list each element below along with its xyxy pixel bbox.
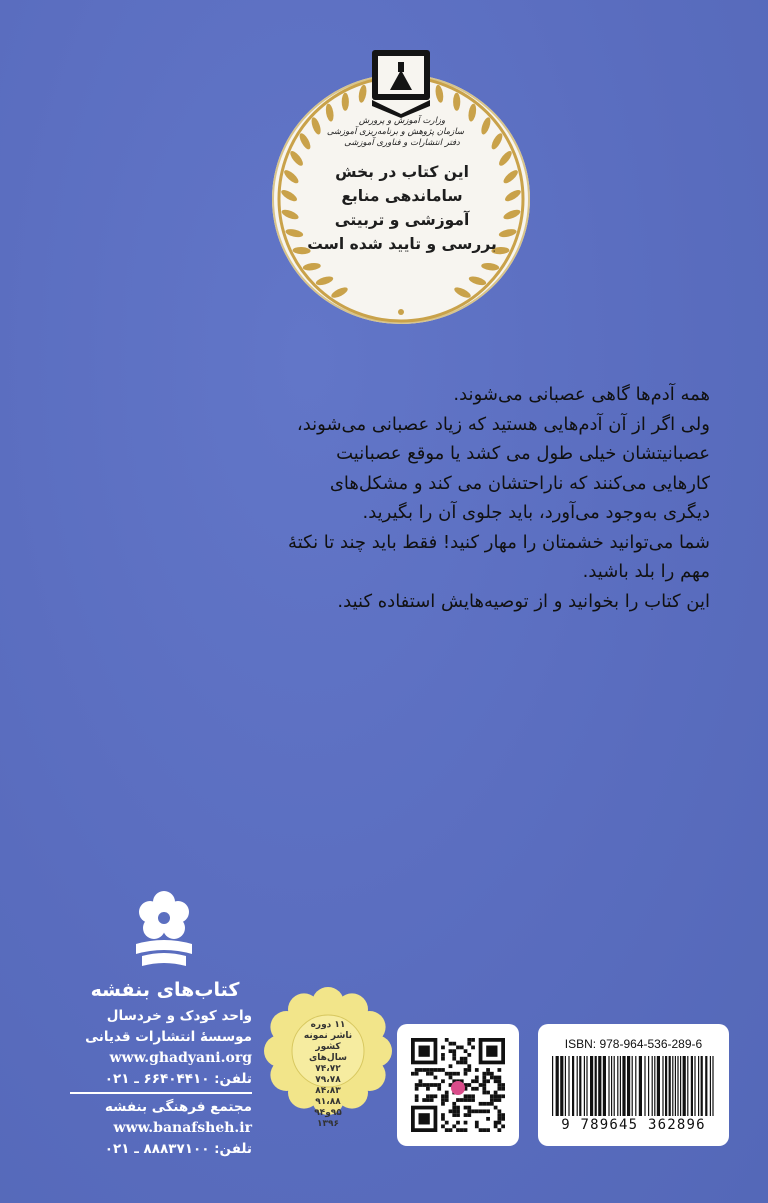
award-text: ۱۱ دوره ناشر نمونه کشور سال‌های ۷۴،۷۲ ۷۹،۷۸ ۸۴،۸۳ ۹۱،۸۸ ۹۵و۹۴ ۱۳۹۶ bbox=[303, 1020, 353, 1129]
barcode-digits: 9 789645 362896 bbox=[561, 1117, 706, 1133]
blurb-line: دیگری به‌وجود می‌آورد، باید جلوی آن را بگیرید. bbox=[362, 502, 710, 523]
blurb-line: شما می‌توانید خشمتان را مهار کنید! فقط باید چند تا نکتهٔ bbox=[288, 531, 710, 553]
isbn-label: ISBN: 978-964-536-289-6 bbox=[564, 1037, 703, 1051]
ministry-text: وزارت آموزش و پرورش سازمان پژوهش و برنامه‌ریزی آموزشی دفتر انتشارات و فناوری آموزشی bbox=[326, 116, 464, 148]
blurb-line: مهم را بلد باشید. bbox=[582, 561, 710, 582]
blurb-line: این کتاب را بخوانید و از توصیه‌هایش استفاده کنید. bbox=[337, 590, 710, 612]
blurb-line: عصبانیتشان خیلی طول می کشد یا موقع عصبانیت bbox=[336, 443, 710, 464]
back-cover-blurb bbox=[190, 380, 710, 616]
barcode-card bbox=[538, 1024, 729, 1146]
qr-code[interactable] bbox=[411, 1038, 505, 1132]
flower-logo-icon bbox=[126, 888, 202, 976]
blurb-line: همه آدم‌ها گاهی عصبانی می‌شوند. bbox=[453, 384, 710, 405]
publisher-brand: کتاب‌های بنفشه bbox=[90, 979, 240, 1001]
qr-card bbox=[397, 1024, 519, 1146]
emblem-icon bbox=[368, 44, 434, 118]
divider bbox=[70, 1092, 252, 1094]
blurb-line: ولی اگر از آن آدم‌هایی هستید که زیاد عصبانی می‌شوند، bbox=[296, 413, 710, 435]
publisher-url[interactable]: www.banafsheh.ir bbox=[113, 1120, 252, 1136]
publisher-url[interactable]: www.ghadyani.org bbox=[109, 1050, 252, 1066]
barcode bbox=[550, 1056, 717, 1116]
blurb-line: کارهایی می‌کنند که ناراحتشان می کند و مشکل‌های bbox=[329, 472, 710, 494]
approval-text: این کتاب در بخش ساماندهی منابع آموزشی و تربیتی بررسی و تایید شده است bbox=[307, 163, 497, 253]
publisher-info: واحد کودک و خردسال موسسهٔ انتشارات قدیانی www.ghadyani.org تلفن: ۶۶۴۰۴۴۱۰ ـ ۰۲۱ مجتمع فرهنگی بنفشه www.banafsheh.ir تلفن: ۸۸۸۳۷۱۰۰ ـ ۰۲۱ bbox=[70, 1006, 252, 1160]
